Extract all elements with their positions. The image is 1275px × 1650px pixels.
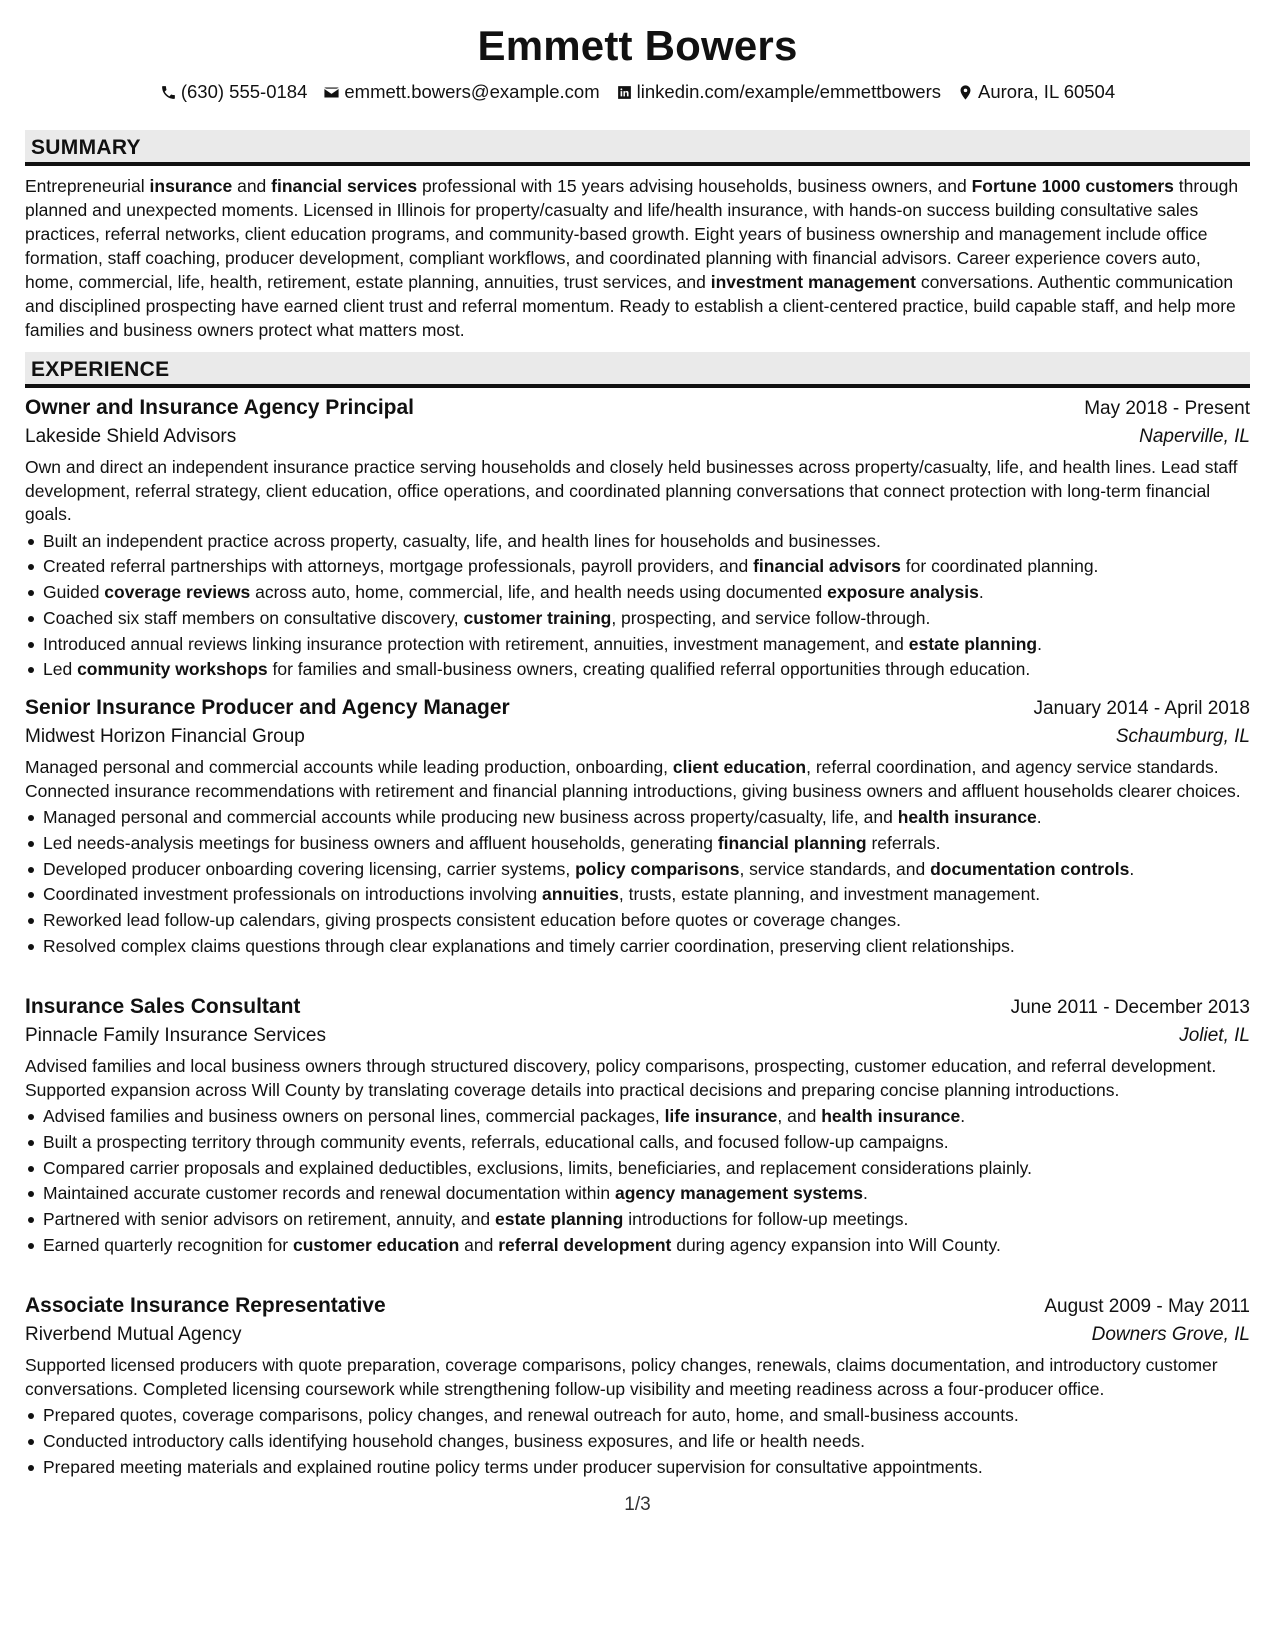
job-dates: May 2018 - Present: [1084, 398, 1250, 419]
job-bullet: [25, 632, 1250, 658]
summary-heading: [25, 130, 1250, 166]
contact-email-text[interactable]: emmett.bowers@example.com: [344, 81, 600, 102]
summary-heading-text: SUMMARY: [31, 136, 141, 159]
job-location: Joliet, IL: [1179, 1025, 1250, 1046]
text-run: introductions for follow-up meetings.: [623, 1209, 909, 1230]
job-bullet: [25, 580, 1250, 606]
company-name: Midwest Horizon Financial Group: [25, 726, 305, 747]
text-run: through planned and unexpected moments. Licensed in Illinois for property/casualty and life/health insurance, with hands-on success building consultative sales practices, referral networks, client education programs, and community-based growth. Eight years of business ownership and management include office formation, staff coaching, producer development, compliant workflows, and coordinated planning with financial advisors. Career experience covers auto, home, commercial, life, health, retirement, estate planning, annuities, trust services, and: [25, 176, 1239, 292]
text-run: Prepared quotes, coverage comparisons, policy changes, and renewal outreach for auto, home, and small-business accounts.: [43, 1405, 1019, 1425]
job-bullet: [25, 1403, 1250, 1429]
text-run: .: [960, 1106, 966, 1126]
job-bullet: [25, 1156, 1250, 1182]
job-bullet: [25, 857, 1250, 883]
text-run: .: [1036, 807, 1042, 827]
job-title: Owner and Insurance Agency Principal: [25, 396, 415, 419]
job-bullet-list: [25, 805, 1250, 960]
job-entry: [25, 995, 1250, 1259]
bold-keyword: estate planning: [908, 633, 1038, 654]
text-run: Prepared meeting materials and explained routine policy terms under producer supervision for consultative appointments.: [43, 1456, 983, 1477]
text-run: Introduced annual reviews linking insurance protection with retirement, annuities, investment management, and: [43, 633, 909, 654]
job-header-row: [25, 696, 1250, 720]
contact-location: [957, 80, 1115, 104]
text-run: Conducted introductory calls identifying household changes, business exposures, and life or health needs.: [43, 1430, 866, 1451]
bold-keyword: client education: [672, 757, 807, 777]
text-run: , referral coordination, and agency service standards. Connected insurance recommendations with retirement and financial planning introductions, giving business owners and affluent households clearer choices.: [25, 757, 1241, 801]
job-bullet: [25, 882, 1250, 908]
job-bullet: [25, 1233, 1250, 1259]
job-bullet: [25, 529, 1250, 555]
job-company-row: [25, 1324, 1250, 1346]
text-run: Managed personal and commercial accounts while leading production, onboarding,: [25, 757, 673, 777]
text-run: and: [232, 176, 272, 196]
job-bullet: [25, 831, 1250, 857]
bold-keyword: coverage reviews: [104, 582, 251, 603]
text-run: Maintained accurate customer records and renewal documentation within: [43, 1183, 615, 1204]
text-run: .: [1037, 633, 1042, 654]
text-run: Partnered with senior advisors on retirement, annuity, and: [43, 1209, 495, 1230]
bold-keyword: customer education: [293, 1234, 460, 1255]
contact-email[interactable]: [323, 80, 599, 104]
contact-phone: [160, 80, 308, 104]
text-run: Reworked lead follow-up calendars, giving prospects consistent education before quotes or coverage changes.: [43, 910, 902, 931]
text-run: Coached six staff members on consultative discovery,: [43, 607, 464, 628]
company-name: Lakeside Shield Advisors: [25, 426, 237, 447]
job-bullet: [25, 1207, 1250, 1233]
job-entry: [25, 396, 1250, 683]
job-company-row: [25, 1025, 1250, 1047]
job-bullet: [25, 657, 1250, 683]
text-run: Managed personal and commercial accounts while producing new business across property/casualty, life, and: [43, 807, 898, 827]
text-run: during agency expansion into Will County.: [671, 1234, 1001, 1255]
text-run: professional with 15 years advising households, business owners, and: [417, 176, 972, 196]
bold-keyword: financial advisors: [753, 556, 901, 577]
text-run: Earned quarterly recognition for: [43, 1234, 293, 1255]
job-company-row: [25, 426, 1250, 448]
text-run: , prospecting, and service follow-through.: [611, 607, 931, 628]
page-number: 1/3: [624, 1494, 651, 1515]
contact-bar: [25, 80, 1250, 104]
job-description: Supported licensed producers with quote preparation, coverage comparisons, policy changes, renewals, claims documentation, and introductory customer conversations. Completed licensing coursework while strengthening follow-up visibility and meeting readiness across a four-producer office.: [25, 1355, 1218, 1399]
bold-keyword: exposure analysis: [827, 582, 979, 603]
summary-text: [25, 174, 1250, 342]
text-run: .: [978, 582, 984, 603]
phone-icon: [160, 84, 177, 101]
text-run: , service standards, and: [739, 858, 931, 879]
job-title: Insurance Sales Consultant: [25, 995, 301, 1018]
text-run: Guided: [43, 582, 105, 603]
job-description: Own and direct an independent insurance practice serving households and closely held businesses across property/casualty, life, and health lines. Lead staff development, referral strategy, client education, office operations, and coordinated planning conversations that connect protection with long-term financial goals.: [25, 457, 1238, 524]
text-run: Entrepreneurial: [25, 176, 150, 196]
bold-keyword: customer training: [463, 607, 612, 628]
text-run: Coordinated investment professionals on introductions involving: [43, 884, 543, 905]
text-run: for families and small-business owners, creating qualified referral opportunities through education.: [267, 659, 1031, 680]
job-bullet: [25, 554, 1250, 580]
text-run: and: [459, 1234, 499, 1255]
job-bullet: [25, 908, 1250, 934]
bold-keyword: annuities: [542, 884, 619, 905]
bold-keyword: financial planning: [717, 832, 867, 853]
text-run: .: [1129, 858, 1135, 879]
bold-keyword: health insurance: [897, 807, 1037, 827]
job-bullet-list: [25, 529, 1250, 684]
text-run: Built a prospecting territory through community events, referrals, educational calls, and focused follow-up campaigns.: [43, 1131, 949, 1152]
job-bullet: [25, 1104, 1250, 1130]
job-company-row: [25, 726, 1250, 748]
text-run: Advised families and business owners on personal lines, commercial packages,: [43, 1106, 665, 1126]
bold-keyword: insurance: [149, 176, 233, 196]
text-run: .: [863, 1183, 868, 1204]
job-bullet: [25, 934, 1250, 960]
text-run: Created referral partnerships with attorneys, mortgage professionals, payroll providers, and: [43, 556, 754, 577]
envelope-icon: [323, 84, 340, 101]
bold-keyword: Fortune 1000 customers: [971, 176, 1174, 196]
job-title: Senior Insurance Producer and Agency Manager: [25, 696, 510, 719]
bold-keyword: investment management: [710, 272, 916, 292]
job-header-row: [25, 995, 1250, 1019]
job-dates: January 2014 - April 2018: [1033, 698, 1250, 719]
job-entry: [25, 696, 1250, 960]
text-run: referrals.: [866, 832, 941, 853]
contact-linkedin[interactable]: [616, 80, 941, 104]
text-run: for coordinated planning.: [900, 556, 1099, 577]
experience-heading-text: EXPERIENCE: [31, 358, 170, 381]
text-run: Led needs-analysis meetings for business owners and affluent households, generating: [43, 832, 718, 853]
bold-keyword: estate planning: [495, 1209, 624, 1230]
text-run: , trusts, estate planning, and investment management.: [618, 884, 1041, 905]
text-run: conversations. Authentic communication and disciplined prospecting have earned client trust and referral momentum. Ready to establish a client-centered practice, build capable staff, and help more families and business owners protect what matters most.: [25, 272, 1236, 340]
experience-heading: [25, 352, 1250, 388]
text-run: Led: [43, 659, 78, 680]
job-bullet: [25, 1429, 1250, 1455]
job-bullet: [25, 1455, 1250, 1481]
job-dates: August 2009 - May 2011: [1044, 1296, 1250, 1317]
linkedin-icon: [616, 84, 633, 101]
job-bullet: [25, 1181, 1250, 1207]
text-run: Developed producer onboarding covering licensing, carrier systems,: [43, 858, 576, 879]
bold-keyword: life insurance: [664, 1106, 778, 1126]
job-bullet-list: [25, 1403, 1250, 1480]
job-dates: June 2011 - December 2013: [1010, 997, 1250, 1018]
job-title: Associate Insurance Representative: [25, 1294, 386, 1317]
bold-keyword: policy comparisons: [575, 858, 740, 879]
candidate-name: Emmett Bowers: [477, 22, 798, 69]
bold-keyword: documentation controls: [930, 858, 1130, 879]
job-description: [25, 756, 1250, 803]
bold-keyword: community workshops: [77, 659, 268, 680]
job-entry: [25, 1294, 1250, 1480]
job-bullet: [25, 606, 1250, 632]
job-description: Advised families and local business owners through structured discovery, policy comparisons, prospecting, customer education, and referral development. Supported expansion across Will County by translating coverage details into practical decisions and preparing concise planning introductions.: [25, 1056, 1217, 1100]
text-run: , and: [777, 1106, 822, 1126]
contact-location-text: Aurora, IL 60504: [978, 81, 1116, 102]
job-location: Schaumburg, IL: [1115, 726, 1250, 747]
contact-linkedin-text[interactable]: linkedin.com/example/emmettbowers: [636, 81, 941, 102]
job-header-row: [25, 1294, 1250, 1318]
contact-phone-text: (630) 555-0184: [180, 81, 308, 102]
company-name: Pinnacle Family Insurance Services: [25, 1025, 326, 1046]
bold-keyword: referral development: [498, 1234, 672, 1255]
bold-keyword: agency management systems: [614, 1183, 864, 1204]
bold-keyword: financial services: [271, 176, 418, 196]
job-location: Downers Grove, IL: [1091, 1324, 1250, 1345]
text-run: Compared carrier proposals and explained deductibles, exclusions, limits, beneficiaries, and replacement considerations plainly.: [43, 1157, 1032, 1178]
bold-keyword: health insurance: [821, 1106, 961, 1126]
job-bullet-list: [25, 1104, 1250, 1259]
text-run: Resolved complex claims questions through clear explanations and timely carrier coordination, preserving client relationships.: [43, 935, 1015, 956]
map-marker-icon: [957, 84, 974, 101]
text-run: across auto, home, commercial, life, and health needs using documented: [250, 582, 828, 603]
text-run: Built an independent practice across property, casualty, life, and health lines for households and businesses.: [43, 530, 881, 551]
job-header-row: [25, 396, 1250, 420]
job-bullet: [25, 805, 1250, 831]
company-name: Riverbend Mutual Agency: [25, 1324, 242, 1345]
job-location: Naperville, IL: [1139, 426, 1250, 447]
job-bullet: [25, 1130, 1250, 1156]
